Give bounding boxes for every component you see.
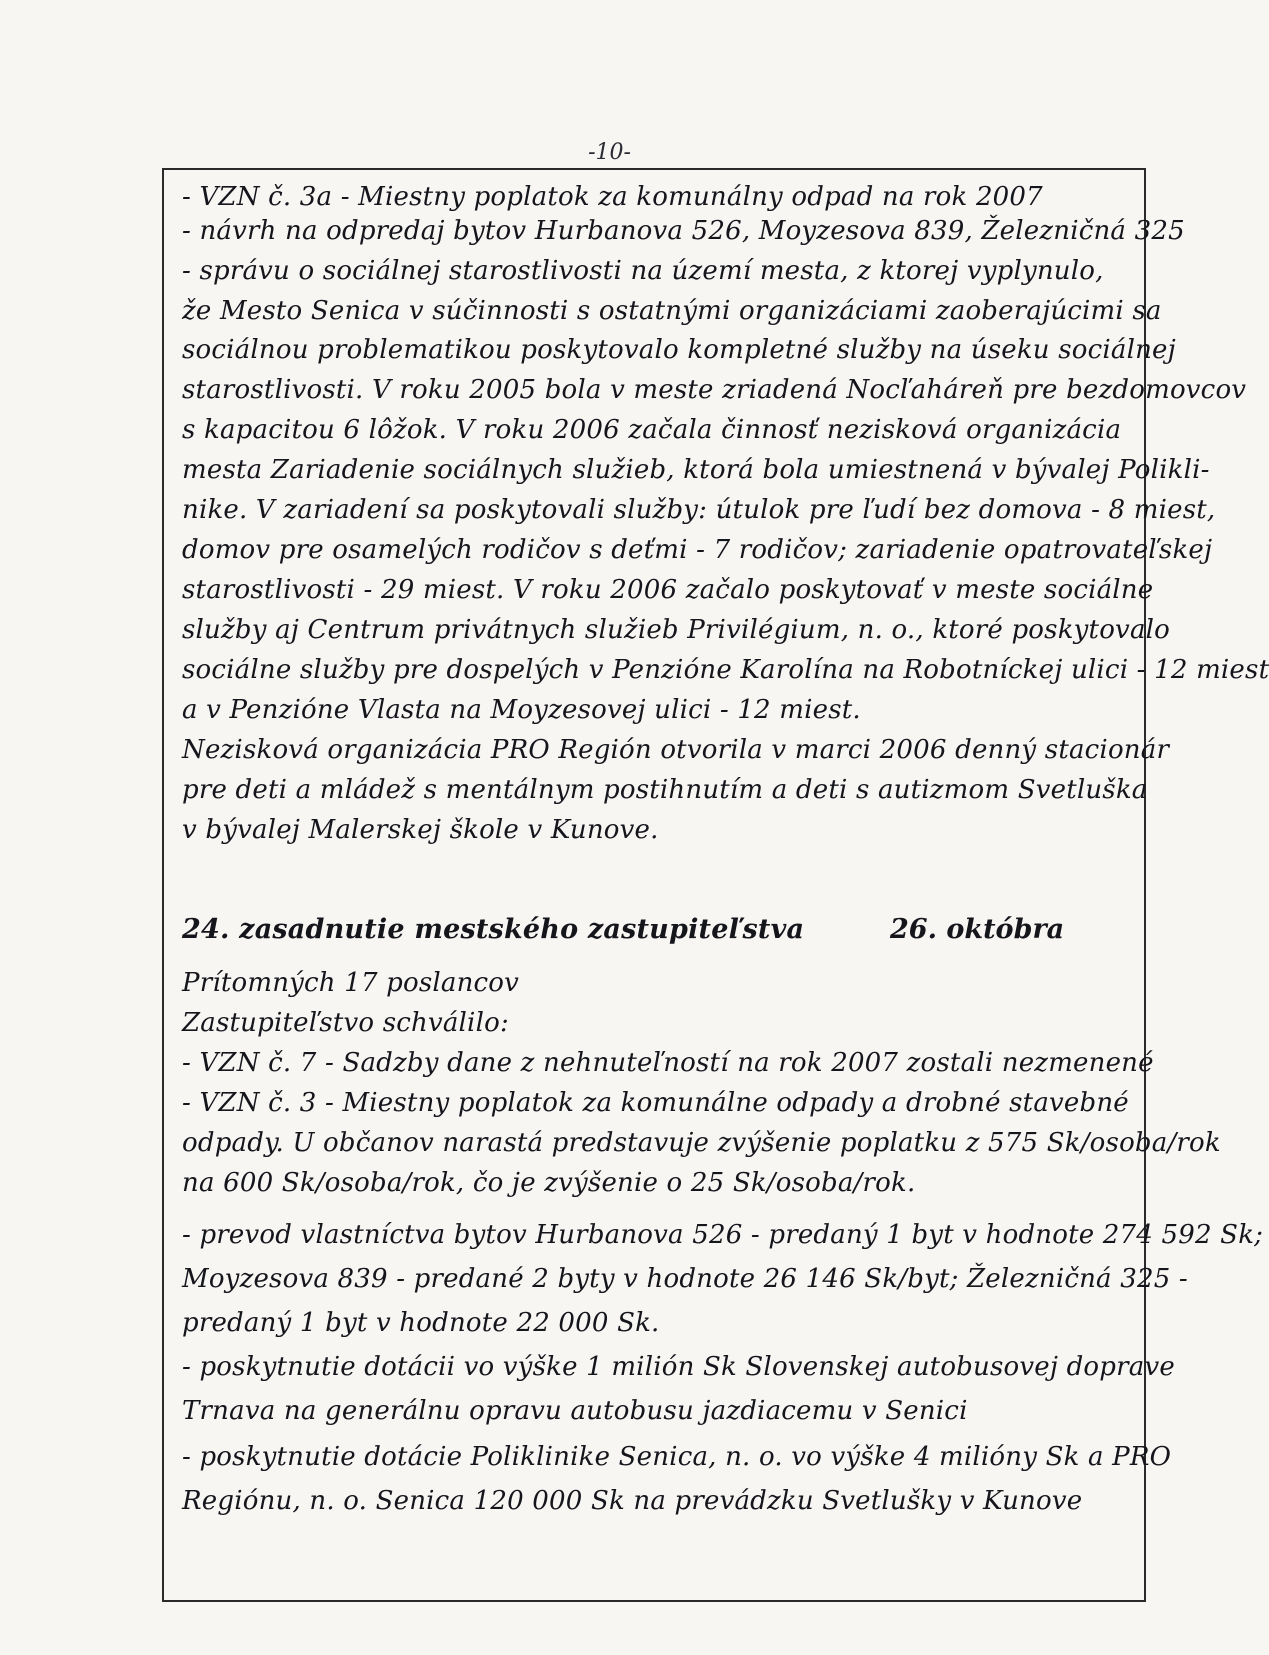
text-line: - návrh na odpredaj bytov Hurbanova 526, Moyzesova 839, Železničná 325 xyxy=(182,216,1185,246)
text-line: sociálne služby pre dospelých v Penzióne Karolína na Robotníckej ulici - 12 miest xyxy=(182,655,1269,685)
text-line: Nezisková organizácia PRO Región otvorila v marci 2006 denný stacionár xyxy=(182,735,1170,765)
text-line: a v Penzióne Vlasta na Moyzesovej ulici - 12 miest. xyxy=(182,695,861,725)
text-line: predaný 1 byt v hodnote 22 000 Sk. xyxy=(182,1308,660,1338)
text-line: domov pre osamelých rodičov s deťmi - 7 rodičov; zariadenie opatrovateľskej xyxy=(182,535,1213,565)
text-line: - VZN č. 7 - Sadzby dane z nehnuteľností na rok 2007 zostali nezmenené xyxy=(182,1048,1154,1078)
text-line: sociálnou problematikou poskytovalo kompletné služby na úseku sociálnej xyxy=(182,335,1176,365)
text-line: v bývalej Malerskej škole v Kunove. xyxy=(182,815,659,845)
text-line: - poskytnutie dotácii vo výške 1 milión Sk Slovenskej autobusovej doprave xyxy=(182,1352,1175,1382)
text-line: starostlivosti. V roku 2005 bola v meste zriadená Nocľaháreň pre bezdomovcov xyxy=(182,375,1247,405)
text-line: odpady. U občanov narastá predstavuje zvýšenie poplatku z 575 Sk/osoba/rok xyxy=(182,1128,1221,1158)
text-line: mesta Zariadenie sociálnych služieb, ktorá bola umiestnená v bývalej Polikli- xyxy=(182,455,1210,485)
text-line: - prevod vlastníctva bytov Hurbanova 526 - predaný 1 byt v hodnote 274 592 Sk; xyxy=(182,1220,1264,1250)
session-date: 26. októbra xyxy=(890,914,1065,945)
text-line: Prítomných 17 poslancov xyxy=(182,968,520,998)
text-line: pre deti a mládež s mentálnym postihnutím a deti s autizmom Svetluška xyxy=(182,775,1148,805)
text-line: Regiónu, n. o. Senica 120 000 Sk na prevádzku Svetlušky v Kunove xyxy=(182,1486,1083,1516)
text-line: Moyzesova 839 - predané 2 byty v hodnote 26 146 Sk/byt; Železničná 325 - xyxy=(182,1264,1188,1294)
text-line: - VZN č. 3a - Miestny poplatok za komunálny odpad na rok 2007 xyxy=(182,182,1043,212)
text-line: - poskytnutie dotácie Poliklinike Senica, n. o. vo výške 4 milióny Sk a PRO xyxy=(182,1442,1172,1472)
text-line: - správu o sociálnej starostlivosti na území mesta, z ktorej vyplynulo, xyxy=(182,256,1104,286)
text-line: Trnava na generálnu opravu autobusu jazdiacemu v Senici xyxy=(182,1396,968,1426)
text-line: nike. V zariadení sa poskytovali služby: útulok pre ľudí bez domova - 8 miest, xyxy=(182,495,1216,525)
text-line: starostlivosti - 29 miest. V roku 2006 začalo poskytovať v meste sociálne xyxy=(182,575,1154,605)
session-heading: 24. zasadnutie mestského zastupiteľstva xyxy=(182,914,805,945)
text-line: Zastupiteľstvo schválilo: xyxy=(182,1008,509,1038)
text-line: s kapacitou 6 lôžok. V roku 2006 začala činnosť nezisková organizácia xyxy=(182,415,1122,445)
text-line: služby aj Centrum privátnych služieb Privilégium, n. o., ktoré poskytovalo xyxy=(182,615,1171,645)
text-line: že Mesto Senica v súčinnosti s ostatnými organizáciami zaoberajúcimi sa xyxy=(182,296,1162,326)
text-line: - VZN č. 3 - Miestny poplatok za komunálne odpady a drobné stavebné xyxy=(182,1088,1129,1118)
text-line: na 600 Sk/osoba/rok, čo je zvýšenie o 25 Sk/osoba/rok. xyxy=(182,1168,916,1198)
page-number: -10- xyxy=(588,140,631,165)
